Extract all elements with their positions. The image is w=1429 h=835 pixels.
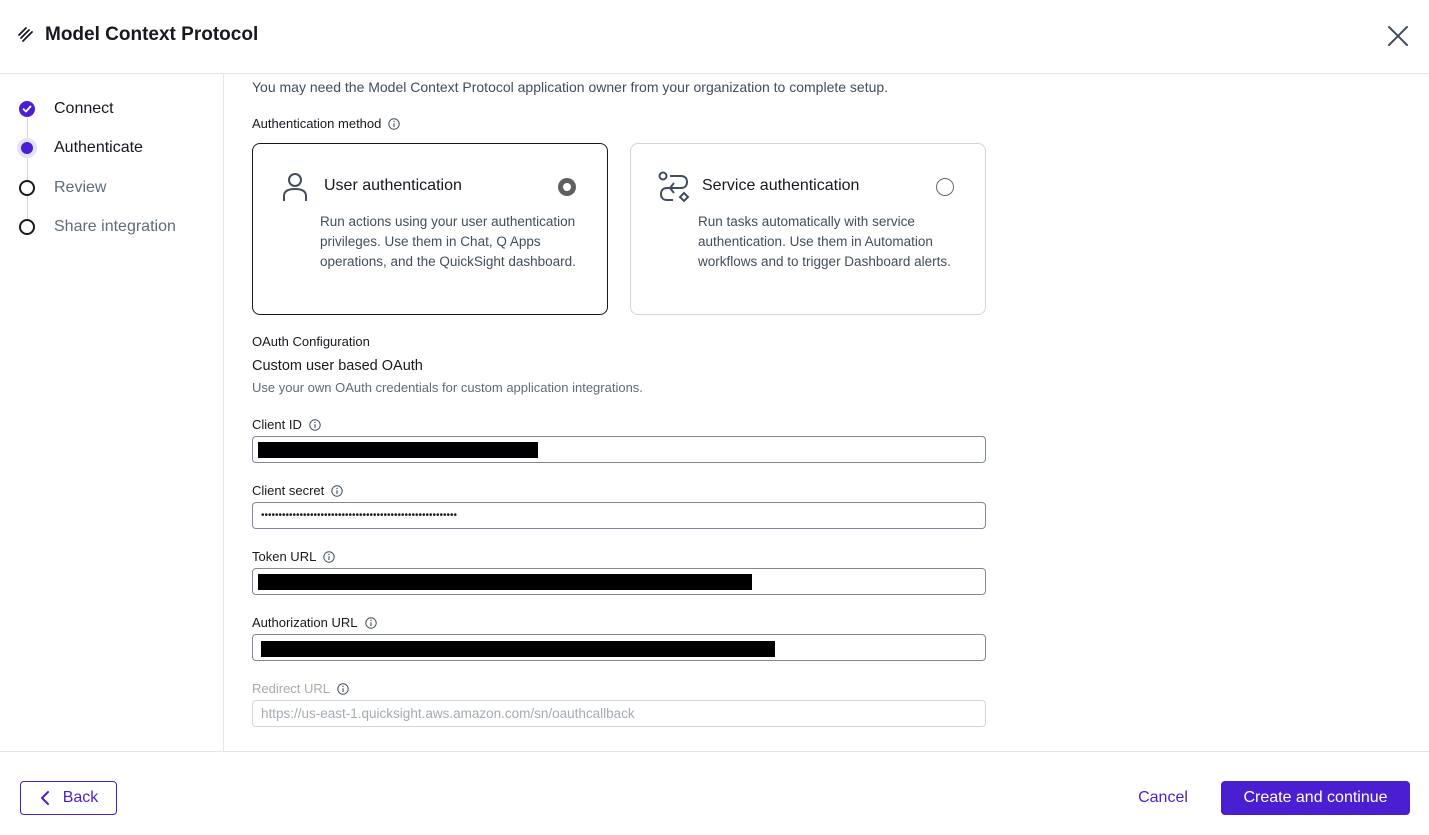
redacted-value [258,442,538,458]
pending-step-icon [19,219,35,235]
pending-step-icon [19,180,35,196]
current-step-icon [21,142,33,154]
info-icon[interactable] [323,551,335,563]
user-icon [279,170,313,204]
service-authentication-card[interactable] [630,143,986,315]
user-auth-radio[interactable] [558,178,576,196]
back-label: Back [62,789,99,806]
oauth-type-description: Use your own OAuth credentials for custom application integrations. [252,380,643,395]
token-url-input[interactable] [252,568,986,595]
wizard-steps [0,74,224,751]
step-review[interactable] [19,176,106,200]
redacted-value [261,641,775,657]
redirect-url-input [252,700,986,727]
card-title: User authentication [324,177,462,194]
client-secret-label: Client secret [252,483,343,498]
user-authentication-card[interactable] [252,143,608,315]
modal-footer [0,751,1429,835]
client-secret-value: •••••••••••••••••••••••••••••••••••••••••••••••••••••••• [261,510,458,521]
info-icon[interactable] [365,617,377,629]
token-url-label: Token URL [252,549,335,564]
chevron-left-icon [39,790,51,806]
step-label: Connect [54,100,114,117]
check-circle-icon [19,101,35,117]
service-auth-icon [657,170,691,204]
card-description: Run tasks automatically with service authentication. Use them in Automation workflows and to trigger Dashboard alerts. [698,214,951,269]
intro-text: You may need the Model Context Protocol application owner from your organization to complete setup. [252,79,889,95]
redirect-url-label: Redirect URL [252,681,349,696]
info-icon[interactable] [388,118,400,130]
redacted-value [258,574,752,590]
authorization-url-label: Authorization URL [252,615,377,630]
client-id-label: Client ID [252,417,321,432]
client-id-input[interactable] [252,436,986,463]
page-title: Model Context Protocol [45,24,259,45]
close-icon[interactable] [1384,22,1412,50]
step-label: Share integration [54,218,176,235]
mcp-logo-icon [17,26,35,44]
step-label: Authenticate [54,139,143,156]
oauth-type-title: Custom user based OAuth [252,358,423,374]
auth-method-label: Authentication method [252,116,400,131]
step-connect[interactable] [19,97,114,121]
step-label: Review [54,179,107,196]
card-title: Service authentication [702,177,860,194]
create-and-continue-button[interactable]: Create and continue [1221,781,1410,815]
cancel-button[interactable]: Cancel [1138,789,1188,806]
client-secret-input[interactable] [252,502,986,529]
redirect-url-placeholder: https://us-east-1.quicksight.aws.amazon.com/sn/oauthcallback [261,706,635,721]
info-icon[interactable] [309,419,321,431]
step-share-integration[interactable] [19,215,176,239]
card-description: Run actions using your user authentication privileges. Use them in Chat, Q Apps operations, and the QuickSight dashboard. [320,214,576,269]
info-icon[interactable] [331,485,343,497]
authorization-url-input[interactable] [252,634,986,661]
modal-header [0,0,1429,74]
oauth-section-title: OAuth Configuration [252,334,370,349]
step-authenticate[interactable] [19,136,143,160]
service-auth-radio[interactable] [936,178,954,196]
info-icon[interactable] [337,683,349,695]
back-button[interactable] [20,781,117,815]
